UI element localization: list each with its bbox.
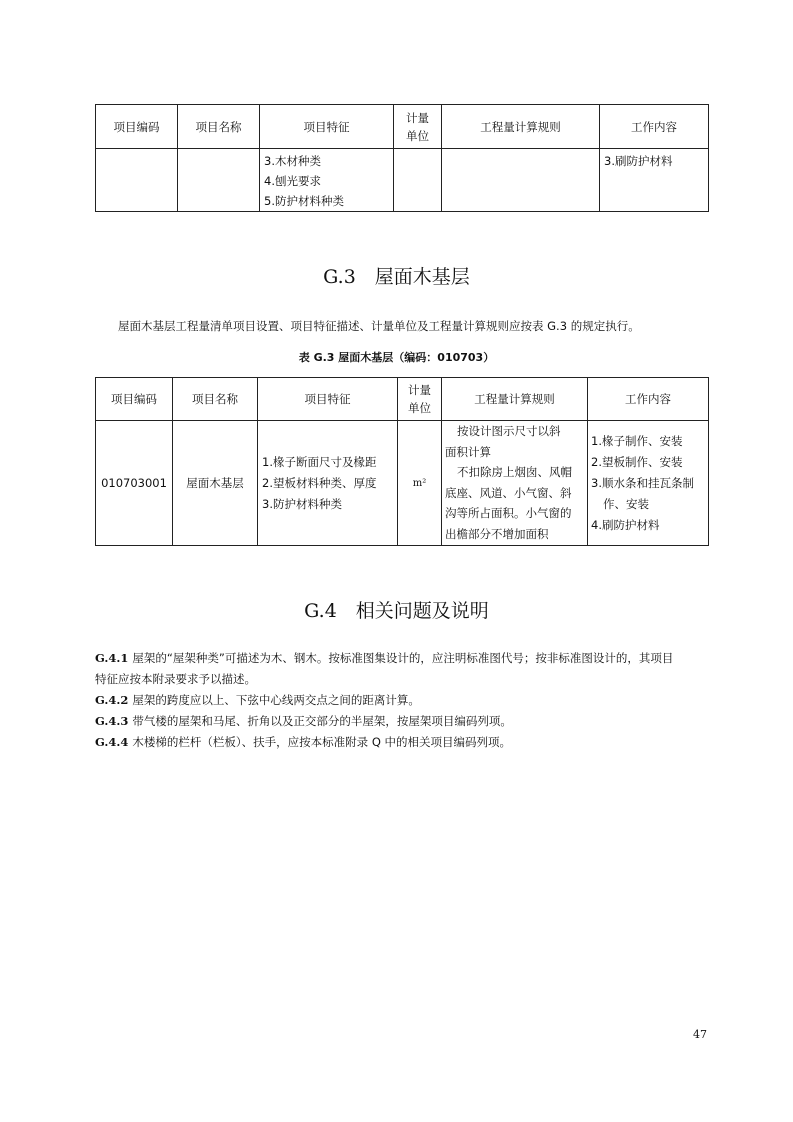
cell-work: [600, 149, 709, 212]
note-text: 屋架的“屋架种类”可描述为木、钢木。按标准图集设计的，应注明标准图代号；按非标准图设计的，其项目: [132, 651, 674, 665]
note-item: [95, 711, 715, 732]
feature-line: 3.木材种类: [264, 154, 321, 168]
cell-features: [260, 149, 394, 212]
header-code: 项目编码: [96, 105, 178, 149]
header-name: 项目名称: [178, 105, 260, 149]
header-work: 工作内容: [600, 105, 709, 149]
header-unit-line1: 计量: [406, 110, 429, 125]
header-unit-line2: 单位: [408, 401, 431, 415]
cell-code: [96, 149, 178, 212]
header-name: 项目名称: [173, 378, 258, 421]
note-item: [95, 732, 715, 753]
table-row: [96, 149, 709, 212]
note-text: 木楼梯的栏杆（栏板）、扶手，应按本标准附录 Q 中的相关项目编码列项。: [132, 735, 512, 749]
note-number: G.4.4: [95, 735, 129, 749]
header-unit-line1: 计量: [408, 383, 431, 397]
cell-rule: [442, 149, 600, 212]
feature-line: 5.防护材料种类: [264, 194, 344, 208]
header-features: 项目特征: [258, 378, 398, 421]
header-unit-line2: 单位: [406, 128, 429, 143]
work-line: 作、安装: [603, 496, 649, 511]
work-line: 2.望板制作、安装: [591, 454, 683, 469]
note-item-continuation: 特征应按本附录要求予以描述。: [95, 672, 256, 686]
continuation-table: [95, 104, 709, 212]
note-text: 屋架的跨度应以上、下弦中心线两交点之间的距离计算。: [132, 693, 420, 707]
rule-line: 按设计图示尺寸以斜: [457, 424, 561, 438]
rule-line: 出檐部分不增加面积: [445, 526, 549, 541]
work-line: 4.刷防护材料: [591, 517, 660, 532]
header-code: 项目编码: [96, 378, 173, 421]
table-header-row: [96, 105, 709, 149]
header-unit: [398, 378, 442, 421]
cell-features: [258, 421, 398, 546]
cell-rule: [442, 421, 588, 546]
work-line: 3.顺水条和挂瓦条制: [591, 475, 694, 490]
feature-line: 2.望板材料种类、厚度: [262, 475, 377, 490]
section-g3-intro: 屋面木基层工程量清单项目设置、项目特征描述、计量单位及工程量计算规则应按表 G.3 的规定执行。: [118, 319, 640, 333]
feature-line: 1.椽子断面尺寸及椽距: [262, 454, 377, 469]
cell-code: 010703001: [96, 421, 173, 546]
note-number: G.4.1: [95, 651, 129, 665]
rule-line: 底座、风道、小气窗、斜: [445, 485, 572, 500]
note-item: [95, 690, 715, 711]
note-number: G.4.2: [95, 693, 129, 707]
note-number: G.4.3: [95, 714, 129, 728]
work-line: 1.椽子制作、安装: [591, 433, 683, 448]
note-text: 带气楼的屋架和马尾、折角以及正交部分的半屋架，按屋架项目编码列项。: [132, 714, 512, 728]
feature-line: 4.刨光要求: [264, 174, 321, 188]
rule-line: 沟等所占面积。小气窗的: [445, 506, 572, 520]
header-unit: [394, 105, 442, 149]
header-work: 工作内容: [588, 378, 709, 421]
cell-name: [178, 149, 260, 212]
page-number: 47: [693, 1028, 707, 1041]
rule-line: 面积计算: [445, 444, 491, 459]
header-features: 项目特征: [260, 105, 394, 149]
header-rule: 工程量计算规则: [442, 105, 600, 149]
rule-line: 不扣除房上烟囱、风帽: [457, 465, 572, 479]
table-row: [96, 421, 709, 546]
cell-unit: m²: [398, 421, 442, 546]
table-header-row: [96, 378, 709, 421]
section-g4-title: G.4 相关问题及说明: [304, 600, 489, 622]
work-line: 3.刷防护材料: [604, 154, 673, 168]
cell-name: 屋面木基层: [173, 421, 258, 546]
note-item: [95, 648, 715, 669]
section-g3-title: G.3 屋面木基层: [323, 266, 470, 288]
table-g3-caption: 表 G.3 屋面木基层（编码：010703）: [298, 351, 495, 364]
cell-unit: [394, 149, 442, 212]
header-rule: 工程量计算规则: [442, 378, 588, 421]
notes-list: [95, 648, 715, 753]
cell-work: [588, 421, 709, 546]
table-g3: [95, 377, 709, 546]
feature-line: 3.防护材料种类: [262, 496, 342, 511]
